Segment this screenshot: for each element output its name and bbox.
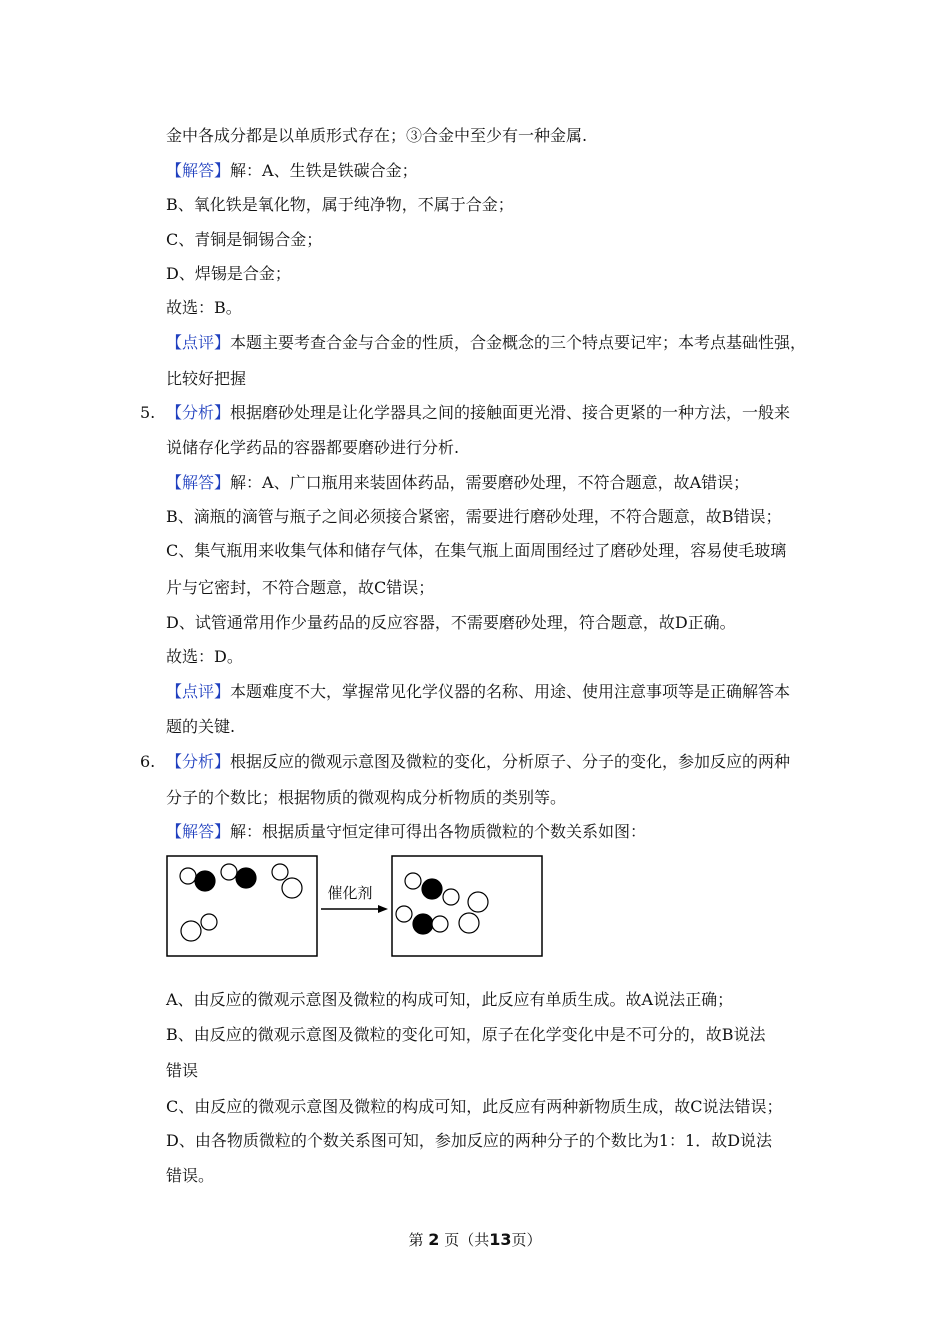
analysis-tag: 【分析】 [166, 403, 231, 422]
text-line: 【分析】根据磨砂处理是让化学器具之间的接触面更光滑、接合更紧的一种方法，一般来 [166, 403, 791, 422]
text-line: A、由反应的微观示意图及微粒的构成可知，此反应有单质生成。故A说法正确； [166, 990, 734, 1009]
text-line: C、由反应的微观示意图及微粒的构成可知，此反应有两种新物质生成，故C说法错误； [166, 1097, 783, 1116]
reaction-diagram [166, 855, 544, 957]
text-line: 故选：B。 [166, 298, 242, 317]
question-number: 6. [140, 752, 156, 771]
text-line: 【解答】解：A、生铁是铁碳合金； [166, 161, 418, 180]
question-number: 5. [140, 403, 156, 422]
text-line: C、集气瓶用来收集气体和储存气体，在集气瓶上面周围经过了磨砂处理，容易使毛玻璃 [166, 541, 787, 560]
products-box [392, 856, 542, 956]
text-line: B、滴瓶的滴管与瓶子之间必须接合紧密，需要进行磨砂处理，不符合题意，故B错误； [166, 507, 782, 526]
text-line: 说储存化学药品的容器都要磨砂进行分析. [166, 438, 460, 457]
text-line: 【解答】解：根据质量守恒定律可得出各物质微粒的个数关系如图： [166, 822, 647, 841]
text-line: 片与它密封，不符合题意，故C错误； [166, 578, 435, 597]
text-line: D、焊锡是合金； [166, 264, 291, 283]
text-line: 错误 [166, 1061, 199, 1080]
text-line: 【点评】本题主要考查合金与合金的性质，合金概念的三个特点要记牢；本考点基础性强， [166, 333, 807, 352]
analysis-tag: 【分析】 [166, 752, 231, 771]
text-line: 题的关键. [166, 717, 236, 736]
page-footer: 第 2 页（共13页） [408, 1230, 542, 1249]
answer-tag: 【解答】 [166, 473, 231, 492]
text-line: 比较好把握 [166, 369, 247, 388]
catalyst-label: 催化剂 [327, 884, 373, 902]
answer-tag: 【解答】 [166, 161, 231, 180]
text-line: C、青铜是铜锡合金； [166, 230, 323, 249]
text-line: 【分析】根据反应的微观示意图及微粒的变化，分析原子、分子的变化，参加反应的两种 [166, 752, 791, 771]
text-line: 错误。 [166, 1166, 215, 1185]
text-line: 故选：D。 [166, 647, 243, 666]
page-number: 2 [428, 1230, 440, 1249]
arrow-head [378, 905, 388, 913]
text-line: D、由各物质微粒的个数关系图可知，参加反应的两种分子的个数比为1：1．故D说法 [166, 1131, 773, 1150]
text-line: B、氧化铁是氧化物，属于纯净物，不属于合金； [166, 195, 514, 214]
answer-tag: 【解答】 [166, 822, 231, 841]
comment-tag: 【点评】 [166, 682, 231, 701]
text-line: 【解答】解：A、广口瓶用来装固体药品，需要磨砂处理，不符合题意，故A错误； [166, 473, 750, 492]
text-line: D、试管通常用作少量药品的反应容器，不需要磨砂处理，符合题意，故D正确。 [166, 613, 736, 632]
total-pages: 13 [489, 1230, 512, 1249]
text-line: B、由反应的微观示意图及微粒的变化可知，原子在化学变化中是不可分的，故B说法 [166, 1025, 766, 1044]
text-line: 分子的个数比；根据物质的微观构成分析物质的类别等。 [166, 788, 567, 807]
text-line: 金中各成分都是以单质形式存在；③合金中至少有一种金属. [166, 126, 588, 145]
comment-tag: 【点评】 [166, 333, 231, 352]
text-line: 【点评】本题难度不大，掌握常见化学仪器的名称、用途、使用注意事项等是正确解答本 [166, 682, 791, 701]
